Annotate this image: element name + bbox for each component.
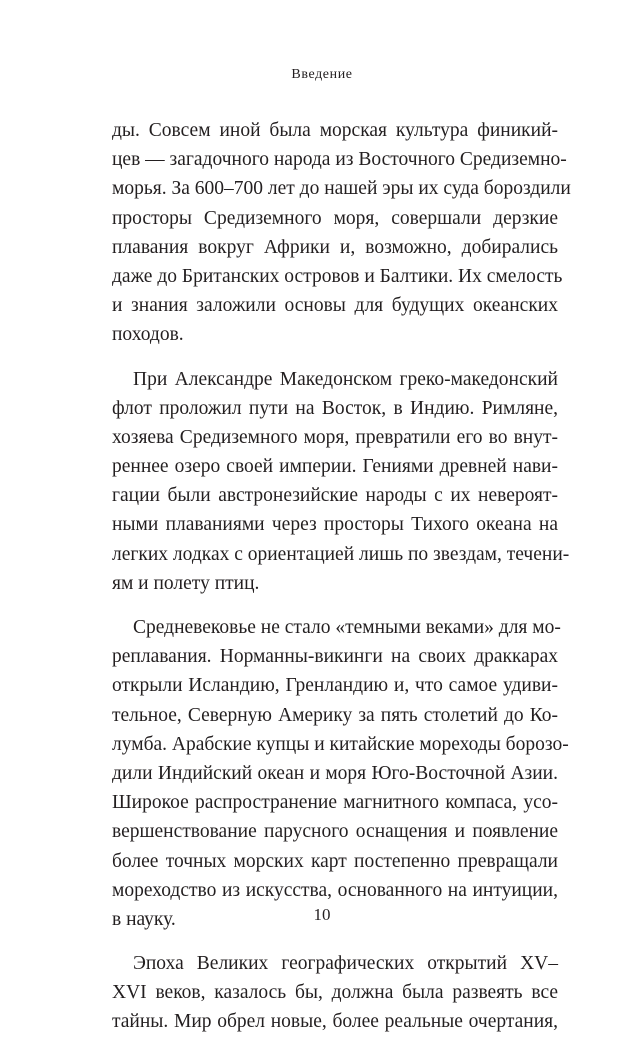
page-number: 10 xyxy=(313,905,331,924)
text-line: ям и полету птиц. xyxy=(112,572,260,594)
text-line: Средневековье не стало «темными веками» для мо- xyxy=(133,617,561,638)
text-line: и знания заложили основы для будущих океанских xyxy=(112,295,558,317)
text-line: При Александре Македонском греко-македонский xyxy=(133,368,558,390)
text-line: ными плаваниями через просторы Тихого океана на xyxy=(112,514,558,536)
text-line: морья. За 600–700 лет до нашей эры их суда бороздили xyxy=(112,178,571,200)
text-line: более точных морских карт постепенно превращали xyxy=(112,850,558,872)
text-line: легких лодках с ориентацией лишь по звездам, течени- xyxy=(112,543,570,565)
text-line: реплавания. Норманны-викинги на своих драккарах xyxy=(112,646,558,668)
text-line: в науку. xyxy=(112,908,176,930)
text-line: плавания вокруг Африки и, возможно, добирались xyxy=(112,236,558,258)
text-line: даже до Британских островов и Балтики. Их смелость xyxy=(112,265,563,287)
paragraph-3 xyxy=(112,613,569,934)
text-line: дили Индийский океан и моря Юго-Восточной Азии. xyxy=(112,762,558,784)
paragraph-2 xyxy=(112,365,570,599)
text-line: походов. xyxy=(112,324,184,346)
text-line: ды. Совсем иной была морская культура финикий- xyxy=(112,120,558,141)
text-line: флот проложил пути на Восток, в Индию. Римляне, xyxy=(112,397,558,419)
text-line: просторы Средиземного моря, совершали дерзкие xyxy=(112,207,558,229)
text-line: реннее озеро своей империи. Гениями древней нави- xyxy=(112,456,558,478)
text-line: цев — загадочного народа из Восточного Средиземно- xyxy=(112,149,567,171)
text-line: Эпоха Великих географических открытий XV– xyxy=(133,953,558,975)
text-line: мореходство из искусства, основанного на интуиции, xyxy=(112,879,558,901)
text-line: открыли Исландию, Гренландию и, что самое удиви- xyxy=(112,675,558,697)
text-line: лумба. Арабские купцы и китайские мореходы борозо- xyxy=(112,733,569,755)
text-line: вершенствование парусного оснащения и появление xyxy=(112,821,558,843)
paragraph-4 xyxy=(112,949,558,1037)
text-line: хозяева Средиземного моря, превратили его во внут- xyxy=(112,426,558,448)
text-line: тайны. Мир обрел новые, более реальные очертания, xyxy=(112,1011,558,1033)
running-head: Введение xyxy=(291,67,353,82)
text-line: гации были австронезийские народы с их невероят- xyxy=(112,485,558,507)
text-line: XVI веков, казалось бы, должна была развеять все xyxy=(112,982,558,1004)
text-line: тельное, Северную Америку за пять столетий до Ко- xyxy=(112,704,558,726)
paragraph-1 xyxy=(112,116,571,350)
text-line: Широкое распространение магнитного компаса, усо- xyxy=(112,792,558,814)
